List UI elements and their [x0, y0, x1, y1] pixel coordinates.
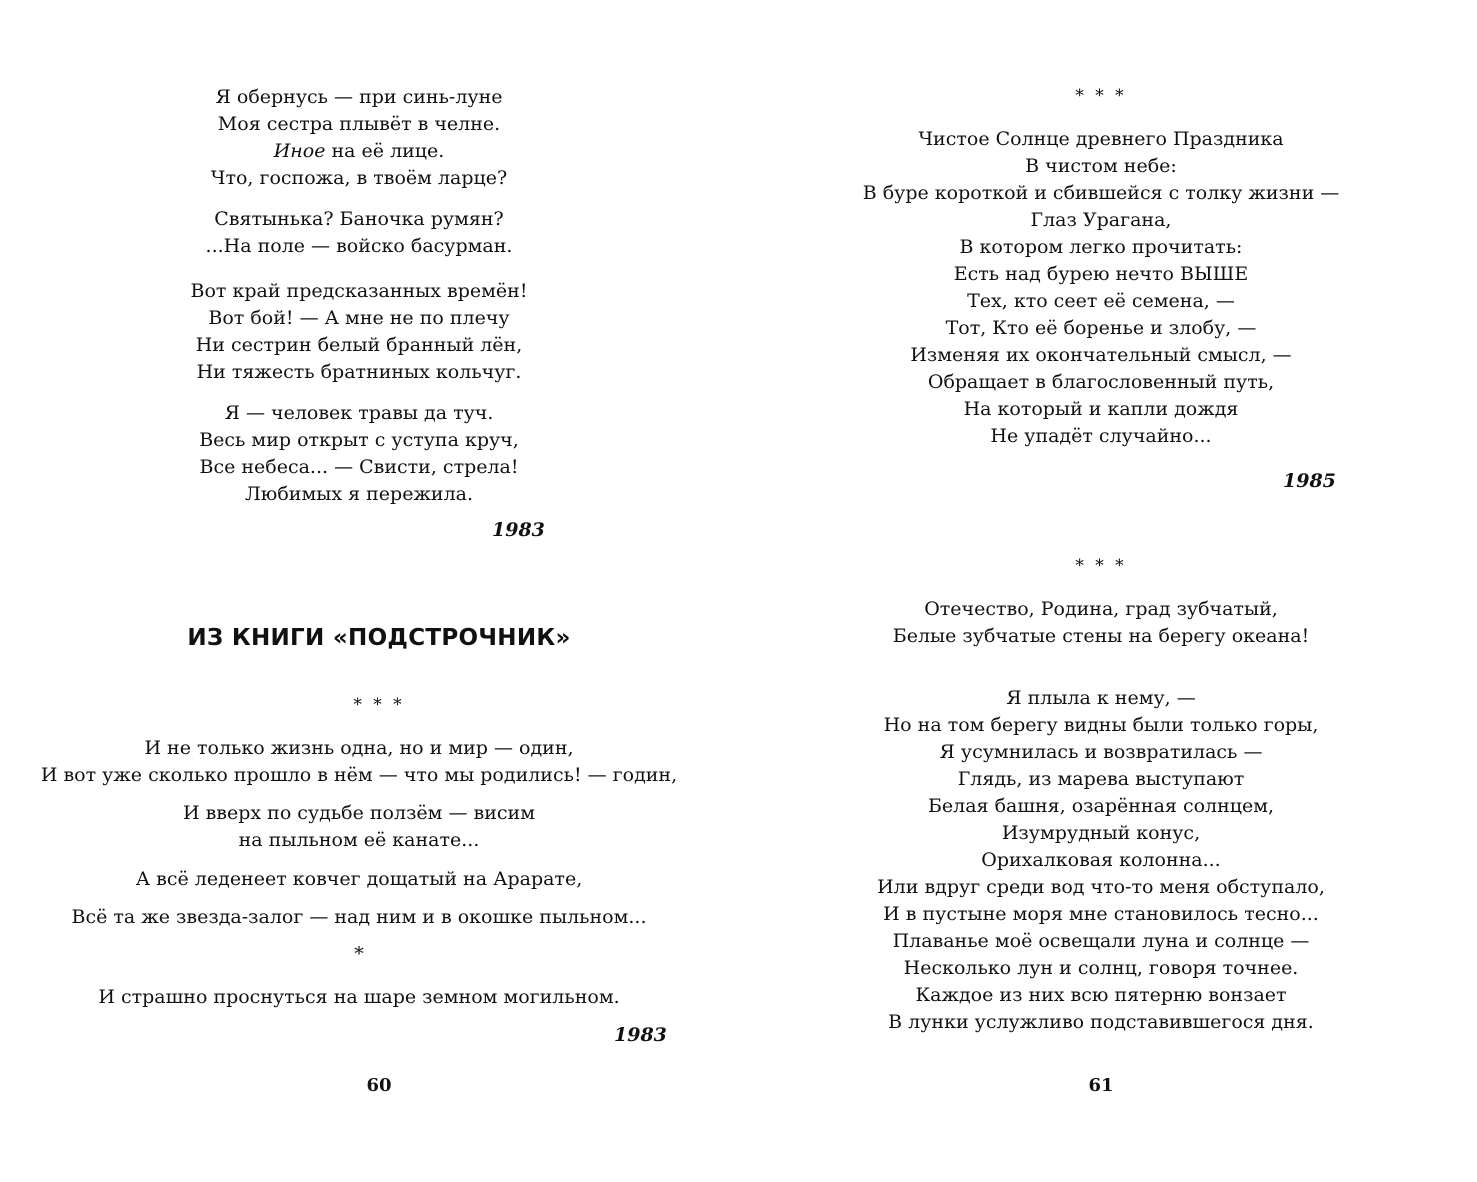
- poem-line: А всё леденеет ковчег дощатый на Арарате,: [135, 868, 583, 890]
- poem-line: Я — человек травы да туч.: [224, 402, 494, 424]
- poem-line: На который и капли дождя: [963, 398, 1239, 420]
- poem-line: на пыльном её канате...: [238, 829, 480, 851]
- poem-line: Я плыла к нему, —: [1006, 687, 1196, 709]
- poem-line: ...На поле — войско басурман.: [205, 235, 513, 257]
- left-page: [0, 0, 738, 1182]
- poem-line: Любимых я пережила.: [244, 483, 474, 505]
- page-number: 61: [1088, 1075, 1114, 1096]
- poem-line: Но на том берегу видны были только горы,: [883, 714, 1319, 736]
- poem-line: Белая башня, озарённая солнцем,: [927, 795, 1275, 817]
- poem-line: Отечество, Родина, град зубчатый,: [924, 598, 1278, 620]
- poem-line: Я обернусь — при синь-луне: [215, 86, 503, 108]
- poem-line: И в пустыне моря мне становилось тесно...: [883, 903, 1319, 925]
- poem-line: Всё та же звезда-залог — над ним и в окошке пыльном...: [71, 906, 647, 928]
- poem-line: Весь мир открыт с уступа круч,: [199, 429, 519, 451]
- poem-line: Есть над бурею нечто ВЫШЕ: [953, 263, 1249, 285]
- poem-line: Святынька? Баночка румян?: [214, 208, 504, 230]
- poem-stanza: [738, 598, 1464, 652]
- poem-line: И вверх по судьбе ползём — висим: [183, 802, 535, 824]
- poem-line: Тот, Кто её боренье и злобу, —: [945, 317, 1257, 339]
- poem-line: И не только жизнь одна, но и мир — один,: [144, 737, 574, 759]
- stars-divider: * * *: [353, 695, 405, 715]
- poem-line: Или вдруг среди вод что-то меня обступало,: [877, 876, 1325, 898]
- poem-line: Что, госпожа, в твоём ларце?: [210, 167, 508, 189]
- poem-stanza: [738, 687, 1464, 1038]
- poem-line: Несколько лун и солнц, говоря точнее.: [903, 957, 1299, 979]
- right-page: [738, 0, 1477, 1182]
- poem-line: Изменяя их окончательный смысл, —: [910, 344, 1292, 366]
- poem-line: Не упадёт случайно...: [990, 425, 1212, 447]
- poem-line-rest: на её лице.: [331, 140, 445, 162]
- poem-line: В буре короткой и сбившейся с толку жизни —: [862, 182, 1340, 204]
- poem-line: Вот бой! — А мне не по плечу: [208, 307, 510, 329]
- poem-stanza: [0, 208, 758, 262]
- poem-line: Я усумнилась и возвратилась —: [939, 741, 1263, 763]
- poem-line: Каждое из них всю пятерню вонзает: [915, 984, 1287, 1006]
- poem-line: Глядь, из марева выступают: [957, 768, 1245, 790]
- poem-line: И вот уже сколько прошло в нём — что мы родились! — годин,: [40, 764, 678, 786]
- section-heading: ИЗ КНИГИ «ПОДСТРОЧНИК»: [187, 625, 571, 651]
- poem-line: *: [354, 943, 364, 965]
- poem-line: Орихалковая колонна...: [981, 849, 1221, 871]
- poem-stanza: [0, 402, 758, 510]
- poem-year: 1985: [1283, 470, 1336, 492]
- poem-line: И страшно проснуться на шаре земном могильном.: [98, 986, 620, 1008]
- poem-line: Плаванье моё освещали луна и солнце —: [892, 930, 1310, 952]
- stars-divider: * * *: [1075, 86, 1127, 106]
- asterisk-divider: [0, 943, 758, 970]
- poem-line: В лунки услужливо подставившегося дня.: [888, 1011, 1314, 1033]
- poem-line: Ни тяжесть братниных кольчуг.: [196, 361, 522, 383]
- poem-line: Моя сестра плывёт в челне.: [217, 113, 501, 135]
- poem-line: Глаз Урагана,: [1030, 209, 1172, 231]
- stars-divider: * * *: [1075, 556, 1127, 576]
- poem-stanza: [0, 868, 758, 895]
- poem-line: Тех, кто сеет её семена, —: [967, 290, 1235, 312]
- poem-line: Белые зубчатые стены на берегу океана!: [892, 625, 1310, 647]
- poem-stanza: [738, 128, 1464, 452]
- poem-line: Все небеса... — Свисти, стрела!: [199, 456, 519, 478]
- poem-line: Чистое Солнце древнего Праздника: [918, 128, 1284, 150]
- italic-word: Иное: [273, 140, 326, 162]
- poem-stanza: [0, 280, 758, 388]
- poem-stanza: [0, 737, 758, 791]
- poem-line: Ни сестрин белый бранный лён,: [195, 334, 523, 356]
- poem-line: Обращает в благословенный путь,: [927, 371, 1275, 393]
- poem-stanza: [0, 986, 758, 1013]
- poem-stanza: [0, 86, 758, 194]
- poem-line: В чистом небе:: [1025, 155, 1177, 177]
- page-number: 60: [366, 1075, 392, 1096]
- poem-line: В котором легко прочитать:: [959, 236, 1243, 258]
- poem-stanza: [0, 906, 758, 933]
- poem-stanza: [0, 802, 758, 856]
- poem-line: Вот край предсказанных времён!: [190, 280, 528, 302]
- poem-year: 1983: [614, 1024, 667, 1046]
- poem-year: 1983: [492, 519, 545, 541]
- poem-line: Изумрудный конус,: [1001, 822, 1201, 844]
